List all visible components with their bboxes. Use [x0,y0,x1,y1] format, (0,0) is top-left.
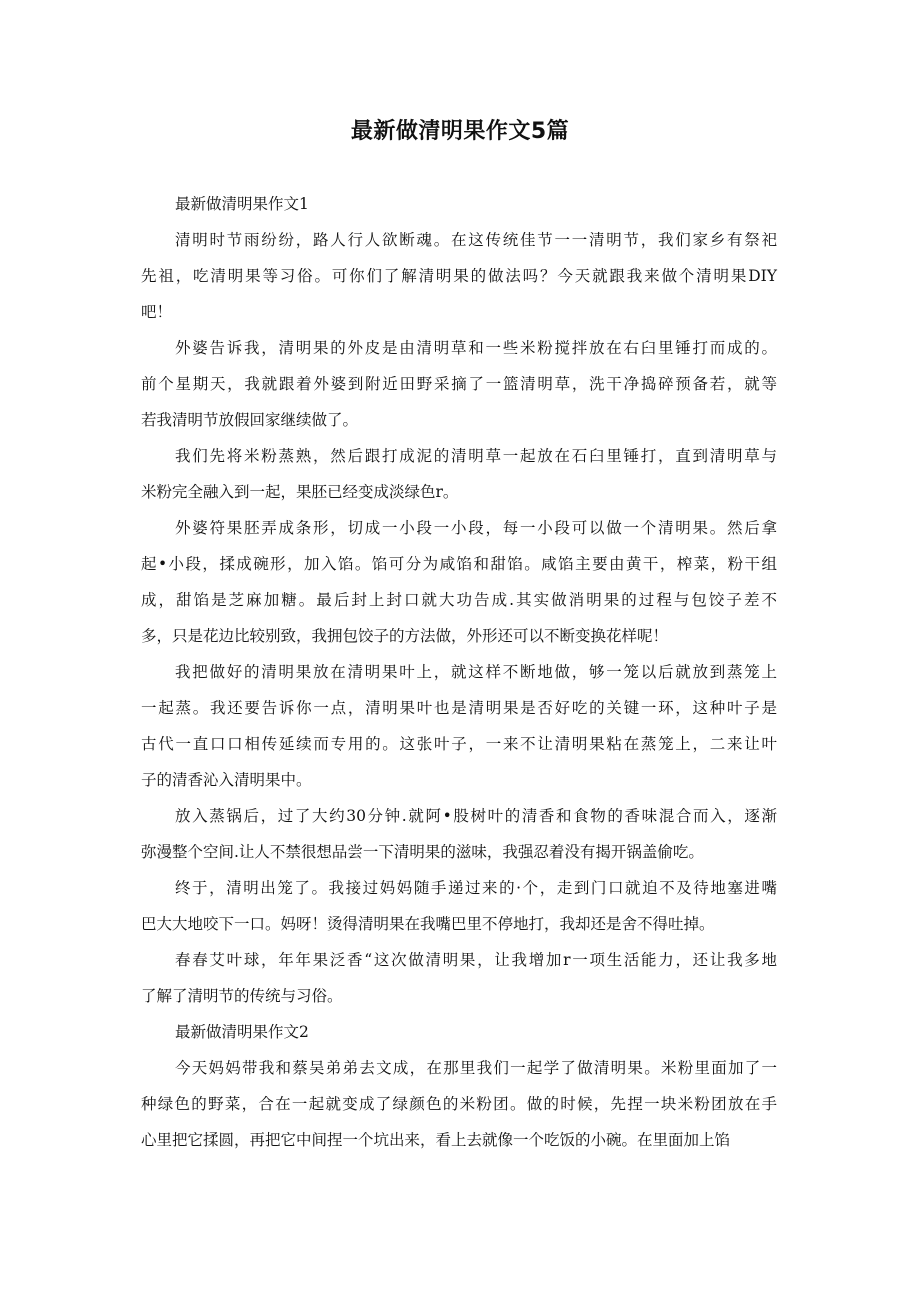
paragraph-line: 今天妈妈带我和蔡吴弟弟去文成，在那里我们一起学了做清明果。米粉里面加了一 [175,1059,777,1077]
paragraph [141,942,777,1014]
paragraph-line: 种绿色的野菜，合在一起就变成了绿颜色的米粉团。做的时候，先捏一块米粉团放在手 [141,1095,777,1113]
essay-2-body [141,1050,777,1158]
paragraph [141,330,777,438]
paragraph-line: 心里把它揉圆，再把它中间捏一个坑出来，看上去就像一个吃饭的小碗。在里面加上馅 [141,1131,731,1149]
paragraph [141,510,777,654]
paragraph [141,222,777,330]
paragraph-line: 外婆符果胚弄成条形，切成一小段一小段，每一小段可以做一个清明果。然后拿 [175,519,777,537]
paragraph [141,438,777,510]
essay-2-heading: 最新做清明果作文2 [175,1023,309,1041]
document-title: 最新做清明果作文5篇 [350,119,570,144]
paragraph-line: 我们先将米粉蒸熟，然后跟打成泥的清明草一起放在石臼里锤打，直到清明草与 [175,447,777,465]
paragraph-line: 吧！ [141,303,173,321]
paragraph-line: 起•小段，揉成碗形，加入馅。馅可分为咸馅和甜馅。咸馅主要由黄干，榨菜，粉干组 [141,555,777,573]
paragraph-line: 我把做好的清明果放在清明果叶上，就这样不断地做，够一笼以后就放到蒸笼上 [175,663,777,681]
paragraph-line: 弥漫整个空间.让人不禁很想品尝一下清明果的滋味，我强忍着没有揭开锅盖偷吃。 [141,843,704,861]
paragraph-line: 若我清明节放假回家继续做了。 [141,411,359,429]
essay-1-body [141,222,777,1014]
paragraph-line: 子的清香沁入清明果中。 [141,771,312,789]
paragraph [141,870,777,942]
paragraph-line: 一起蒸。我还要告诉你一点，清明果叶也是清明果是否好吃的关键一环，这种叶子是 [141,699,777,717]
paragraph-line: 米粉完全融入到一起，果胚已经变成淡绿色r。 [141,483,459,501]
paragraph-line: 成，甜馅是芝麻加糖。最后封上封口就大功告成.其实做消明果的过程与包饺子差不 [141,591,777,609]
document-body [141,186,777,1158]
paragraph [141,654,777,798]
paragraph-line: 前个星期天，我就跟着外婆到附近田野采摘了一篮清明草，洗干净捣碎预备若，就等 [141,375,777,393]
paragraph-line: 巴大大地咬下一口。妈呀！烫得清明果在我嘴巴里不停地打，我却还是舍不得吐掉。 [141,915,715,933]
paragraph-line: 外婆告诉我，清明果的外皮是由清明草和一些米粉搅拌放在右臼里锤打而成的。 [175,339,777,357]
paragraph-line: 春春艾叶球，年年果泛香“这次做清明果，让我增加r一项生活能力，还让我多地 [175,951,777,969]
paragraph-line: 放入蒸锅后，过了大约30分钟.就阿•股树叶的清香和食物的香味混合而入，逐渐 [175,807,777,825]
paragraph [141,798,777,870]
essay-1-heading: 最新做清明果作文1 [175,195,309,213]
paragraph-line: 清明时节雨纷纷，路人行人欲断魂。在这传统佳节一一清明节，我们家乡有祭祀 [175,231,777,249]
paragraph-line: 了解了清明节的传统与习俗。 [141,987,343,1005]
paragraph-line: 古代一直口口相传延续而专用的。这张叶子，一来不让清明果粘在蒸笼上，二来让叶 [141,735,777,753]
paragraph-line: 先祖，吃清明果等习俗。可你们了解清明果的做法吗？今天就跟我来做个清明果DIY [141,267,777,285]
paragraph [141,1050,777,1158]
paragraph-line: 终于，清明出笼了。我接过妈妈随手递过来的·个，走到门口就迫不及待地塞进嘴 [175,879,777,897]
paragraph-line: 多，只是花边比较别致，我拥包饺子的方法做，外形还可以不断变换花样呢！ [141,627,669,645]
